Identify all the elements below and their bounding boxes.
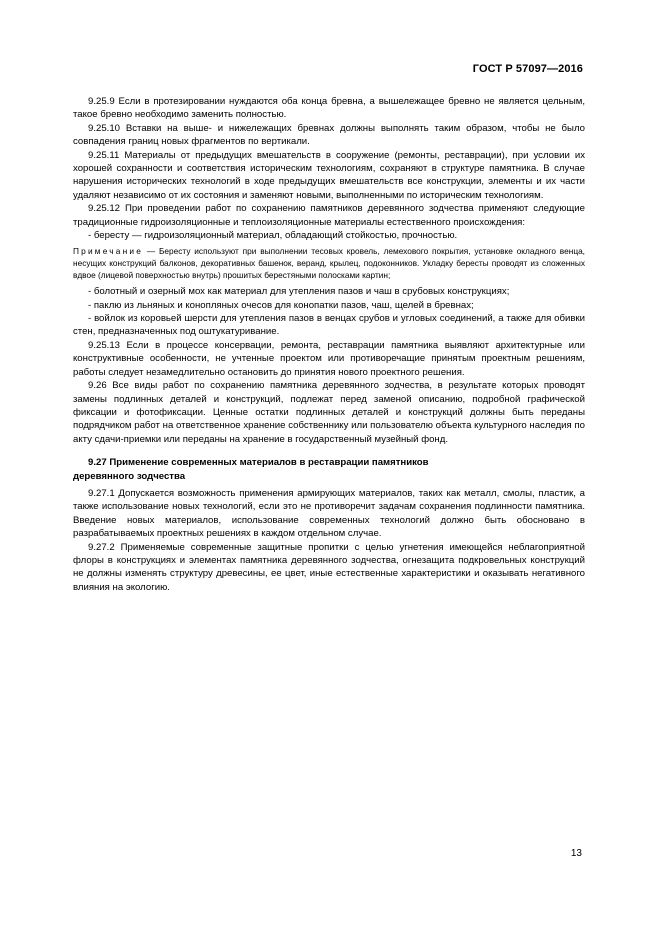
section-title-line1: 9.27 Применение современных материалов в реставрации памятников <box>88 457 429 469</box>
note-text: Бересту используют при выполнении тесовых кровель, лемехового покрытия, установке окладного венца, несущих конструкций балконов, декоративных башенок, веранд, крылец, подоконников. Укладку бересты проводят из сложенных вдвое (лицевой поверхностью внутрь) прошитых берестяными полосками картин; <box>73 246 585 280</box>
paragraph-9-25-11: 9.25.11 Материалы от предыдущих вмешательств в сооружение (ремонты, реставрации), при условии их хорошей сохранности и соответствия историческим технологиям, сохраняют в структуре памятника. В случае нарушения исторических технологий в ходе предыдущих вмешательств все конструкции, элементы и их части удаляют независимо от их состояния и заменяют новыми, выполненными по историческим технологиям. <box>73 149 585 201</box>
paragraph-9-27-2: 9.27.2 Применяемые современные защитные пропитки с целью угнетения имеющейся неблагоприятной флоры в конструкциях и элементах памятника деревянного зодчества, огнезащита подкровельных конструкций не должны изменять структуру древесины, ее цвет, иные естественные характеристики и оказывать негативного влияния на экологию. <box>73 541 585 593</box>
paragraph-9-25-9: 9.25.9 Если в протезировании нуждаются оба конца бревна, а вышележащее бревно не является цельным, такое бревно необходимо заменить полностью. <box>73 96 585 121</box>
paragraph-9-25-13: 9.25.13 Если в процессе консервации, ремонта, реставрации памятника выявляют архитектурные или конструктивные особенности, не учтенные проектом или противоречащие принятым проектным решениям, работы следует незамедлительно остановить до принятия нового проектного решения. <box>73 339 585 378</box>
list-item-tow: - паклю из льняных и конопляных очесов для конопатки пазов, чаш, щелей в бревнах; <box>88 299 474 311</box>
list-item-birch-bark: - бересту — гидроизоляционный материал, обладающий стойкостью, прочностью. <box>88 230 458 242</box>
page-content <box>73 95 585 594</box>
section-title-line2: деревянного зодчества <box>73 470 186 482</box>
standard-header: ГОСТ Р 57097—2016 <box>472 63 583 75</box>
note-block <box>73 246 585 281</box>
note-dash: — <box>143 246 159 257</box>
paragraph-9-27-1: 9.27.1 Допускается возможность применения армирующих материалов, таких как металл, смолы, пластик, а также использование новых технологий, если это не противоречит задачам сохранения подлинности памятника. Введение новых материалов, использование современных технологий должно быть обосновано в разрабатываемых проектных решениях в каждом отдельном случае. <box>73 487 585 540</box>
list-item-felt: - войлок из коровьей шерсти для утепления пазов в венцах срубов и угловых соединений, а также для обивки стен, предназначенных под оштукатуривание. <box>73 313 585 338</box>
paragraph-9-26: 9.26 Все виды работ по сохранению памятника деревянного зодчества, в результате которых проводят замены подлинных деталей и конструкций, подлежат перед заменой описанию, подробной графической фиксации и фотофиксации. Ценные остатки подлинных деталей и конструкций должны быть переданы подрядчиком работ на ответственное хранение собственнику или пользователю объекта культурного наследия по акту сдачи-приемки или переданы на хранение в государственный музейный фонд. <box>73 380 585 445</box>
page-number: 13 <box>570 848 582 859</box>
section-title-9-27 <box>73 456 585 483</box>
list-item-moss: - болотный и озерный мох как материал для утепления пазов и чаш в срубовых конструкциях; <box>88 286 510 298</box>
paragraph-9-25-10: 9.25.10 Вставки на выше- и нижележащих бревнах должны выполнять таким образом, чтобы не было совпадения границ новых фрагментов по вертикали. <box>73 122 585 148</box>
note-label: Примечание <box>73 246 144 257</box>
paragraph-9-25-12: 9.25.12 При проведении работ по сохранению памятников деревянного зодчества применяют следующие традиционные гидроизоляционные и теплоизоляционные материалы естественного происхождения: <box>73 203 585 228</box>
